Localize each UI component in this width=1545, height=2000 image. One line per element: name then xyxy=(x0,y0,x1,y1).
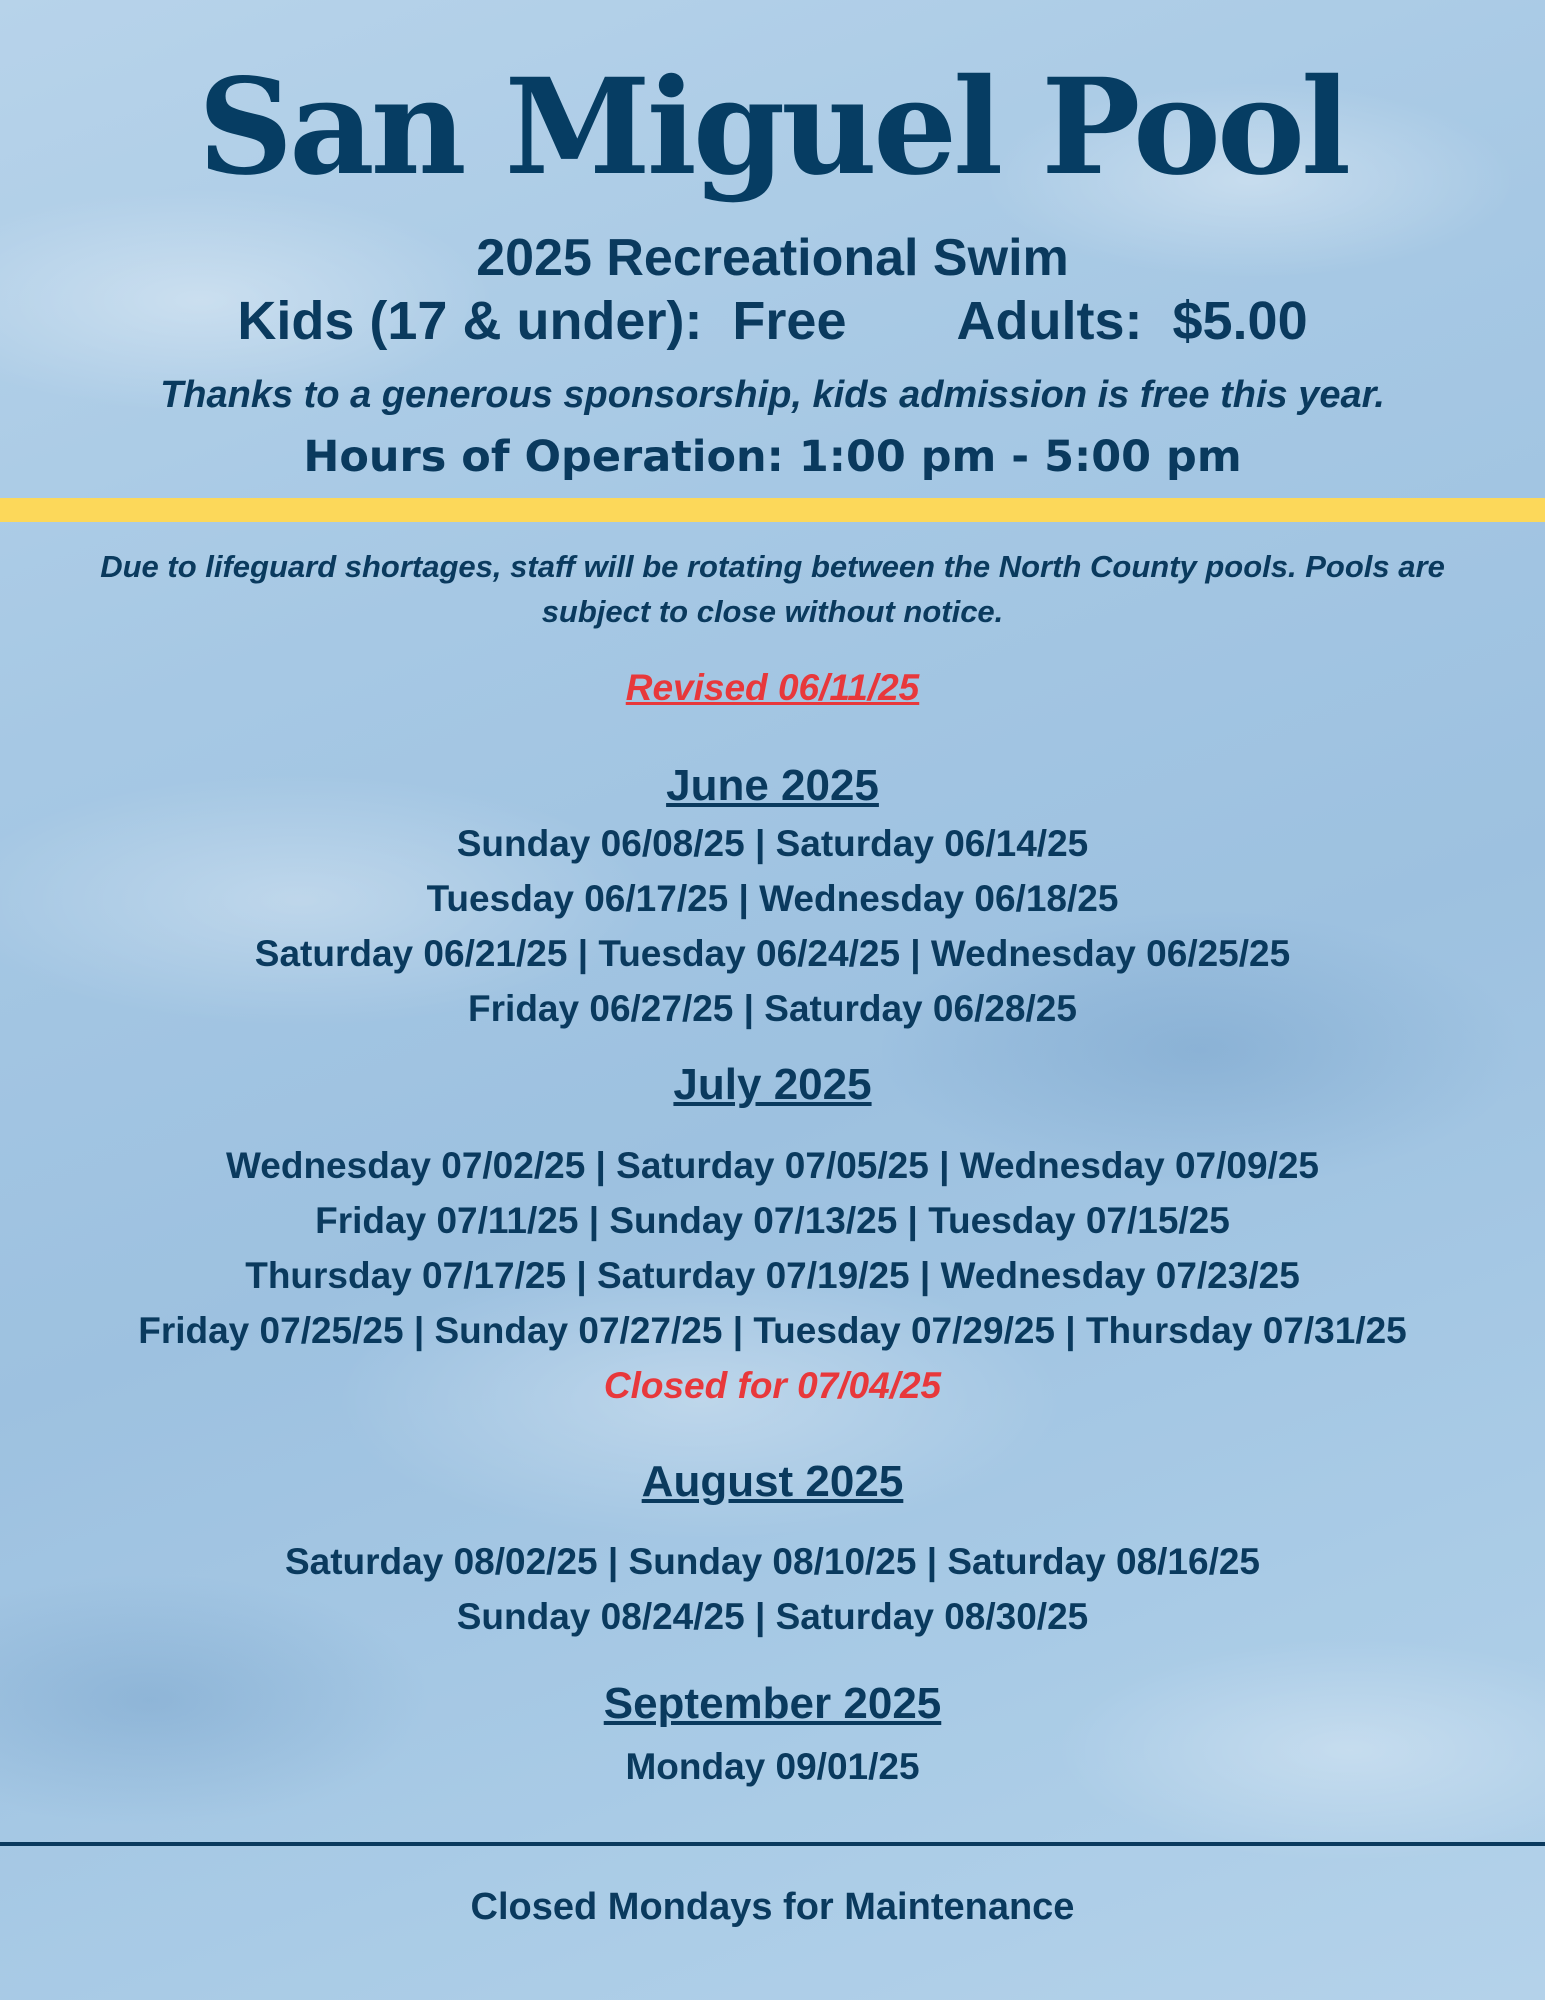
date-line: Sunday 08/24/25 | Saturday 08/30/25 xyxy=(456,1596,1089,1637)
footer-divider xyxy=(0,1842,1545,1846)
date-line: Tuesday 06/17/25 | Wednesday 06/18/25 xyxy=(426,878,1119,919)
date-line: Friday 07/11/25 | Sunday 07/13/25 | Tuesday 07/15/25 xyxy=(315,1200,1230,1241)
date-line: Thursday 07/17/25 | Saturday 07/19/25 | Wednesday 07/23/25 xyxy=(245,1255,1300,1296)
footer-note: Closed Mondays for Maintenance xyxy=(470,1886,1075,1928)
date-line: Friday 07/25/25 | Sunday 07/27/25 | Tuesday 07/29/25 | Thursday 07/31/25 xyxy=(138,1310,1407,1351)
date-line: Monday 09/01/25 xyxy=(625,1746,920,1787)
date-line: Saturday 08/02/25 | Sunday 08/10/25 | Saturday 08/16/25 xyxy=(284,1541,1261,1582)
closed-date-note: Closed for 07/04/25 xyxy=(603,1365,942,1406)
hours-of-operation: Hours of Operation: 1:00 pm - 5:00 pm xyxy=(303,432,1242,482)
kids-price: Kids (17 & under): Free xyxy=(237,291,847,351)
month-heading-august: August 2025 xyxy=(641,1457,904,1506)
pricing-line xyxy=(0,291,1545,351)
page-title: San Miguel Pool xyxy=(197,50,1348,205)
subtitle: 2025 Recreational Swim xyxy=(476,229,1069,287)
lifeguard-notice: Due to lifeguard shortages, staff will be rotating between the North County pools. Pools are subject to close without notice. xyxy=(100,549,1445,629)
adults-price: Adults: $5.00 xyxy=(956,291,1308,351)
date-line: Wednesday 07/02/25 | Saturday 07/05/25 | Wednesday 07/09/25 xyxy=(226,1145,1319,1186)
date-line: Friday 06/27/25 | Saturday 06/28/25 xyxy=(468,988,1077,1029)
month-heading-june: June 2025 xyxy=(666,761,879,810)
date-line: Saturday 06/21/25 | Tuesday 06/24/25 | Wednesday 06/25/25 xyxy=(254,933,1291,974)
date-line: Sunday 06/08/25 | Saturday 06/14/25 xyxy=(456,823,1089,864)
month-heading-september: September 2025 xyxy=(603,1679,942,1728)
sponsorship-note: Thanks to a generous sponsorship, kids admission is free this year. xyxy=(160,374,1385,416)
revised-date: Revised 06/11/25 xyxy=(625,667,920,708)
yellow-divider xyxy=(0,498,1545,522)
month-heading-july: July 2025 xyxy=(673,1060,872,1109)
